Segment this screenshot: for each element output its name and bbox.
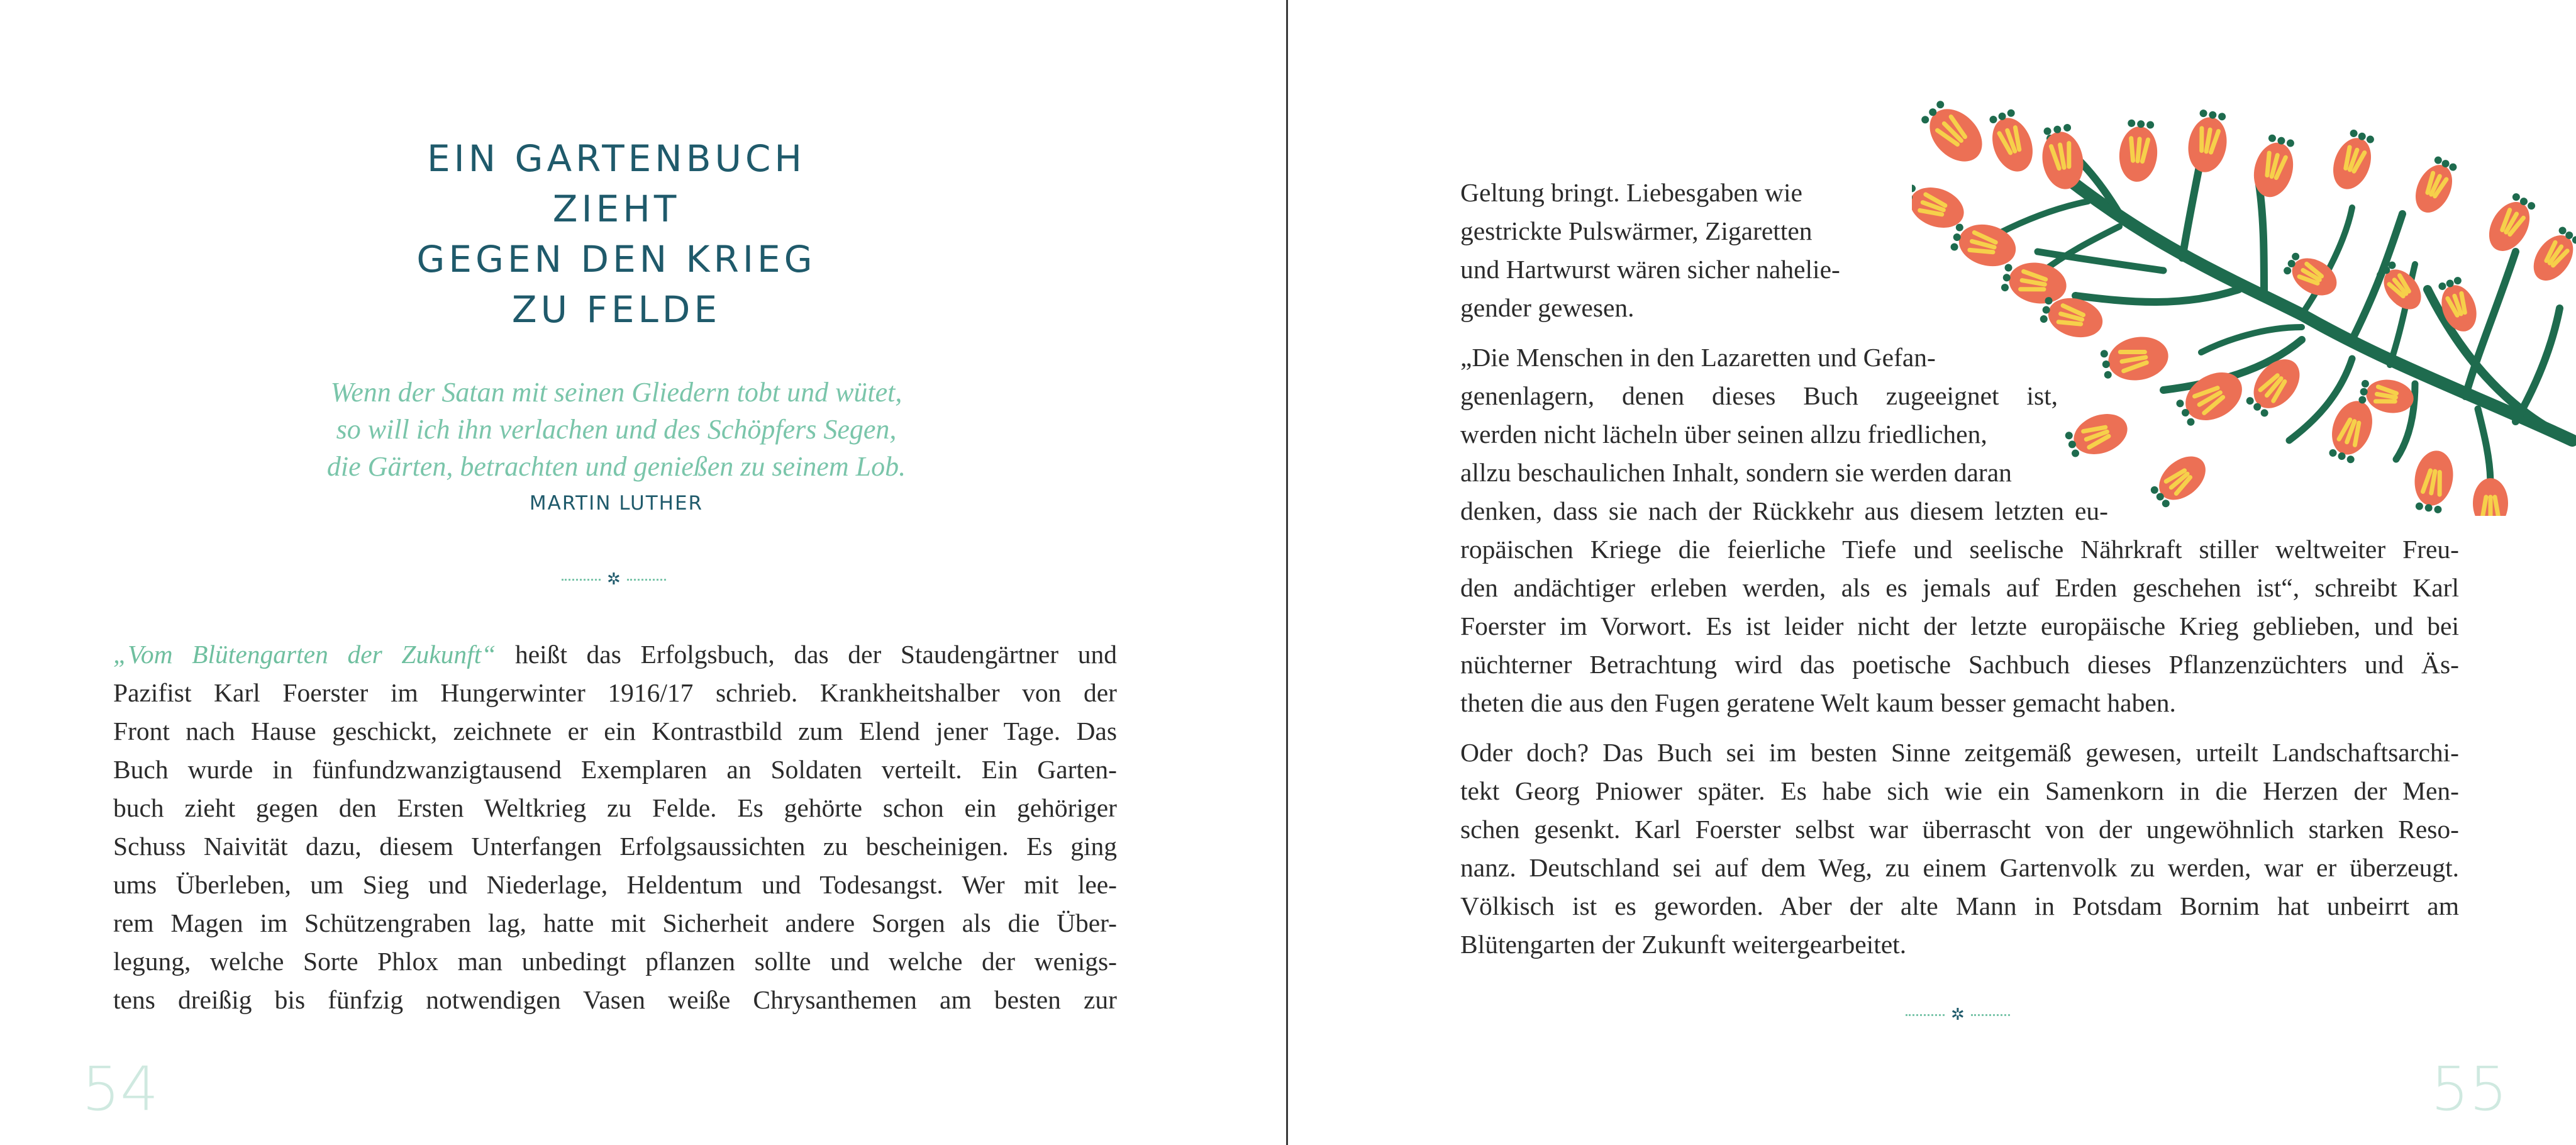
body-line: ums Überleben, um Sieg und Niederlage, Heldentum und Todesangst. Wer mit lee- — [113, 870, 1117, 899]
ornament-dots-left — [1906, 1014, 1945, 1016]
asterisk-flower-icon: ✲ — [607, 570, 621, 589]
body-line: genenlagern, denen dieses Buch zugeeignet ist, — [1460, 381, 2058, 410]
body-line — [113, 635, 1117, 674]
body-line: werden nicht lächeln über seinen allzu friedlichen, — [1460, 420, 1987, 449]
flower-bud — [1915, 101, 1992, 172]
body-line: Völkisch ist es geworden. Aber der alte Mann in Potsdam Bornim hat unbeirrt am — [1460, 891, 2459, 920]
flower-bud — [2481, 189, 2541, 258]
ornament-dots-right — [1971, 1014, 2010, 1016]
body-line: „Die Menschen in den Lazaretten und Gefan- — [1460, 343, 1936, 372]
body-line: legung, welche Sorte Phlox man unbedingt pflanzen sollte und welche der wenigs- — [113, 947, 1117, 976]
ornament-dots-left — [562, 579, 601, 581]
quote-line: die Gärten, betrachten und genießen zu seinem Lob. — [326, 451, 906, 482]
body-line: Pazifist Karl Foerster im Hungerwinter 1916/17 schrieb. Krankheitshalber von der — [113, 678, 1117, 707]
body-line: nanz. Deutschland sei auf dem Weg, zu einem Gartenvolk zu werden, war er überzeugt. — [1460, 853, 2459, 882]
flower-bud — [2473, 478, 2508, 516]
quote-author: MARTIN LUTHER — [529, 492, 704, 515]
body-line: tens dreißig bis fünfzig notwendigen Vasen weiße Chrysanthemen am besten zur — [113, 985, 1117, 1014]
body-line: ropäischen Kriege die feierliche Tiefe und seelische Nährkraft stiller weltweiter Freu- — [1460, 535, 2459, 564]
epigraph-quote — [239, 374, 994, 485]
left-body-text — [113, 635, 1117, 1019]
body-line: und Hartwurst wären sicher nahelie- — [1460, 255, 1840, 284]
quote-line: so will ich ihn verlachen und des Schöpfers Segen, — [336, 414, 897, 445]
chapter-title — [314, 133, 918, 335]
flower-bud — [1983, 106, 2040, 177]
paragraph-3 — [1460, 734, 2459, 964]
title-line: ZIEHT — [552, 187, 680, 230]
body-line: Schuss Naivität dazu, diesem Unterfangen Erfolgsaussichten zu bescheinigen. Es ging — [113, 832, 1117, 861]
body-line: Oder doch? Das Buch sei im besten Sinne zeitgemäß gewesen, urteilt Landschaftsarchi- — [1460, 738, 2459, 767]
body-line: denken, dass sie nach der Rückkehr aus diesem letzten eu- — [1460, 496, 2108, 525]
body-line: gestrickte Pulswärmer, Zigaretten — [1460, 216, 1813, 245]
body-line: tekt Georg Pniower später. Es habe sich wie ein Samenkorn in die Herzen der Men- — [1460, 776, 2459, 805]
page-number-left: 54 — [82, 1054, 159, 1124]
body-line: allzu beschaulichen Inhalt, sondern sie werden daran — [1460, 458, 2012, 487]
body-line: gender gewesen. — [1460, 293, 1635, 322]
flower-bud — [2184, 108, 2232, 176]
section-ornament — [562, 570, 666, 589]
body-line: Blütengarten der Zukunft weitergearbeitet. — [1460, 930, 1907, 959]
body-line: buch zieht gegen den Ersten Weltkrieg zu Felde. Es gehörte schon ein gehöriger — [113, 793, 1117, 822]
body-line: Geltung bringt. Liebesgaben wie — [1460, 178, 1802, 207]
body-line: rem Magen im Schützengraben lag, hatte mit Sicherheit andere Sorgen als die Über- — [113, 908, 1117, 937]
body-line: Front nach Hause geschickt, zeichnete er ein Kontrastbild zum Elend jener Tage. Das — [113, 717, 1117, 746]
paragraph-1 — [1460, 174, 2459, 327]
quote-line: Wenn der Satan mit seinen Gliedern tobt und wütet, — [330, 377, 902, 408]
body-line: schen gesenkt. Karl Foerster selbst war überrascht von der ungewöhnlich starken Reso- — [1460, 815, 2459, 844]
body-line-rest: heißt das Erfolgsbuch, das der Staudengärtner und — [496, 640, 1117, 669]
title-line: EIN GARTENBUCH — [426, 137, 806, 180]
asterisk-flower-icon: ✲ — [1951, 1005, 1965, 1024]
paragraph-2 — [1460, 338, 2459, 722]
book-title-lead: „Vom Blütengarten der Zukunft“ — [113, 640, 496, 669]
section-ornament-right — [1906, 1005, 2010, 1024]
body-line: nüchterner Betrachtung wird das poetische Sachbuch dieses Pflanzenzüchters und Äs- — [1460, 650, 2459, 679]
body-line: Foerster im Vorwort. Es ist leider nicht der letzte europäische Krieg geblieben, und bei — [1460, 612, 2459, 640]
title-line: GEGEN DEN KRIEG — [416, 238, 816, 281]
body-line: theten die aus den Fugen geratene Welt kaum besser gemacht haben. — [1460, 688, 2176, 717]
page-number-right: 55 — [2431, 1054, 2508, 1124]
body-line: Buch wurde in fünfundzwanzigtausend Exemplaren an Soldaten verteilt. Ein Garten- — [113, 755, 1117, 784]
ornament-dots-right — [627, 579, 666, 581]
flower-bud — [2526, 223, 2576, 288]
right-body-text — [1460, 174, 2459, 964]
body-line: den andächtiger erleben werden, als es jemals auf Erden geschehen ist“, schreibt Karl — [1460, 573, 2459, 602]
title-line: ZU FELDE — [511, 288, 721, 331]
